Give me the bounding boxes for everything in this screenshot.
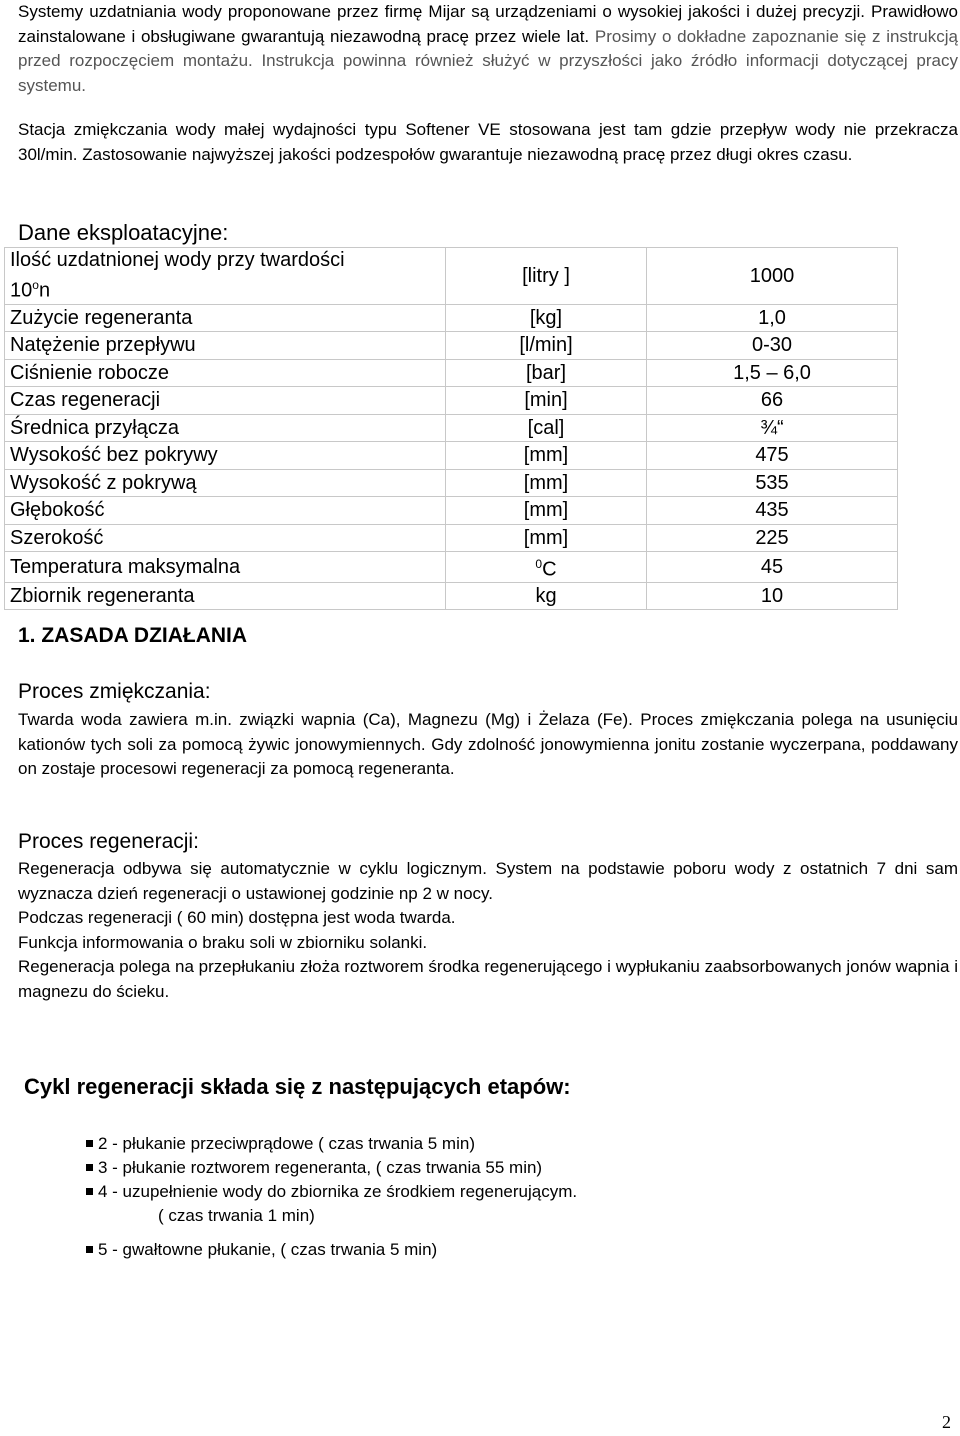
list-item: 4 - uzupełnienie wody do zbiornika ze środkiem regenerującym. ( czas trwania 1 min) [86, 1180, 577, 1228]
unit-cell: [mm] [446, 497, 647, 525]
param-cell: Natężenie przepływu [5, 332, 446, 360]
page-number: 2 [942, 1412, 951, 1432]
table-row [5, 387, 898, 415]
step-continuation: ( czas trwania 1 min) [158, 1206, 315, 1225]
param-cell: Zbiornik regeneranta [5, 582, 446, 610]
softening-text: Twarda woda zawiera m.in. związki wapnia (Ca), Magnezu (Mg) i Żelaza (Fe). Proces zmiękczania polega na usunięciu kationów tych soli za pomocą żywic jonowymiennych. Gdy zdolność jonowymienna jonitu zostanie wyczerpana, poddawany on zostaje procesowi regeneracji za pomocą regeneranta. [18, 710, 958, 778]
intro-text-1: Systemy uzdatniania wody proponowane przez firmę Mijar są urządzeniami o wysokiej jakości i dużej precyzji. Prawidłowo zainstalowane i obsługiwane gwarantują niezawodną pracę przez wiele lat. [18, 2, 958, 46]
list-item: 3 - płukanie roztworem regeneranta, ( czas trwania 55 min) [86, 1156, 577, 1180]
param-cell: Wysokość bez pokrywy [5, 442, 446, 470]
param-cell: Czas regeneracji [5, 387, 446, 415]
station-description: Stacja zmiękczania wody małej wydajności typu Softener VE stosowana jest tam gdzie przepływ wody nie przekracza 30l/min. Zastosowanie najwyższej jakości podzespołów gwarantuje niezawodną pracę przez długi okres czasu. [18, 120, 958, 164]
param-cell: Szerokość [5, 524, 446, 552]
square-bullet-icon [86, 1140, 93, 1147]
unit-cell: [min] [446, 387, 647, 415]
table-row [5, 524, 898, 552]
specs-heading: Dane eksploatacyjne: [18, 220, 229, 245]
unit-cell: [l/min] [446, 332, 647, 360]
value-cell: 66 [647, 387, 898, 415]
value-cell: 225 [647, 524, 898, 552]
table-row [5, 497, 898, 525]
value-cell: 1000 [647, 248, 898, 305]
table-row [5, 582, 898, 610]
table-row [5, 304, 898, 332]
value-cell: 10 [647, 582, 898, 610]
cycle-steps-list [86, 1132, 577, 1262]
param-cell: Głębokość [5, 497, 446, 525]
param-cell: Ciśnienie robocze [5, 359, 446, 387]
value-cell: 0-30 [647, 332, 898, 360]
specs-table [4, 247, 898, 610]
unit-cell: [bar] [446, 359, 647, 387]
unit-cell: [mm] [446, 442, 647, 470]
regeneration-text [18, 857, 958, 1004]
unit-cell: [kg] [446, 304, 647, 332]
param-cell: Ilość uzdatnionej wody przy twardości 10$^o$n [5, 248, 446, 305]
intro-text-2: Prosimy o dokładne zapoznanie się z instrukcją przed rozpoczęciem montażu. Instrukcja powinna również służyć w przyszłości jako źródło informacji dotyczącej pracy systemu. [18, 26, 958, 95]
unit-cell: [litry ] [446, 248, 647, 305]
param-cell: Średnica przyłącza [5, 414, 446, 442]
value-cell: 45 [647, 552, 898, 583]
table-row [5, 552, 898, 583]
square-bullet-icon [86, 1164, 93, 1171]
regeneration-line: Funkcja informowania o braku soli w zbiorniku solanki. [18, 932, 428, 952]
value-cell: 1,0 [647, 304, 898, 332]
param-cell: Temperatura maksymalna [5, 552, 446, 583]
unit-cell: $^0$C [446, 552, 647, 583]
value-cell: 475 [647, 442, 898, 470]
cycle-heading: Cykl regeneracji składa się z następujących etapów: [24, 1074, 571, 1099]
value-cell: 435 [647, 497, 898, 525]
unit-cell: kg [446, 582, 647, 610]
unit-cell: [mm] [446, 469, 647, 497]
table-row [5, 442, 898, 470]
unit-cell: [cal] [446, 414, 647, 442]
value-cell: ¾“ [647, 414, 898, 442]
softening-heading: Proces zmiękczania: [18, 680, 211, 703]
param-cell: Wysokość z pokrywą [5, 469, 446, 497]
square-bullet-icon [86, 1188, 93, 1195]
list-item: 2 - płukanie przeciwprądowe ( czas trwania 5 min) [86, 1132, 577, 1156]
value-cell: 535 [647, 469, 898, 497]
unit-cell: [mm] [446, 524, 647, 552]
value-cell: 1,5 – 6,0 [647, 359, 898, 387]
table-row [5, 469, 898, 497]
regeneration-line: Regeneracja polega na przepłukaniu złoża roztworem środka regenerującego i wypłukaniu zaabsorbowanych jonów wapnia i magnezu do ścieku. [18, 957, 958, 1001]
param-cell: Zużycie regeneranta [5, 304, 446, 332]
table-row [5, 248, 898, 305]
regeneration-line: Regeneracja odbywa się automatycznie w cyklu logicznym. System na podstawie poboru wody z ostatnich 7 dni sam wyznacza dzień regeneracji o ustawionej godzinie np 2 w nocy. [18, 859, 958, 903]
table-row [5, 332, 898, 360]
square-bullet-icon [86, 1246, 93, 1253]
regeneration-line: Podczas regeneracji ( 60 min) dostępna jest woda twarda. [18, 908, 456, 927]
table-row [5, 414, 898, 442]
regeneration-heading: Proces regeneracji: [18, 830, 199, 853]
table-row [5, 359, 898, 387]
list-item: 5 - gwałtowne płukanie, ( czas trwania 5 min) [86, 1238, 577, 1262]
section-heading: 1. ZASADA DZIAŁANIA [18, 624, 248, 647]
intro-paragraph [18, 0, 958, 98]
